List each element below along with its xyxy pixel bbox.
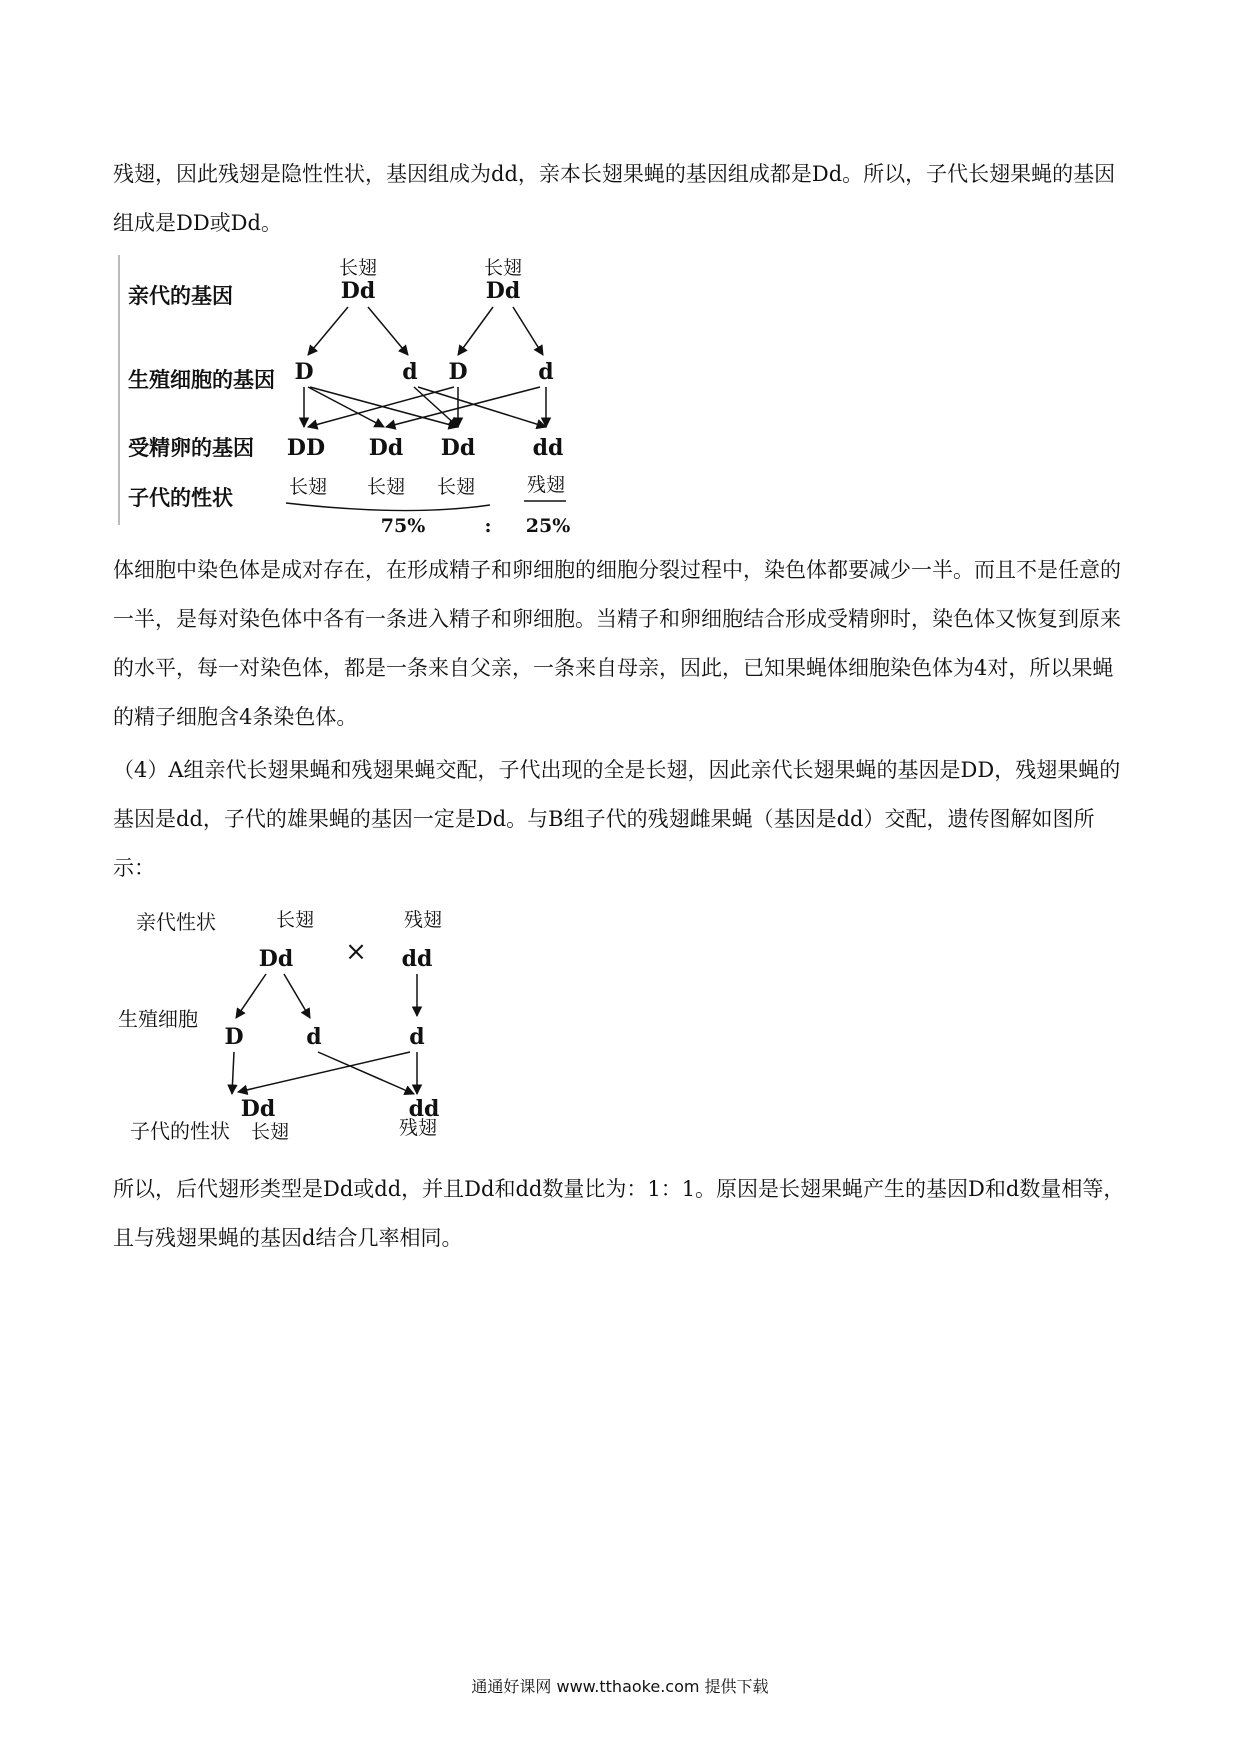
gamete-3: D bbox=[448, 359, 468, 385]
gamete-2: d bbox=[402, 359, 418, 385]
parent-2-genotype: Dd bbox=[485, 278, 521, 304]
zygote-3: Dd bbox=[440, 435, 476, 461]
zygote-4: dd bbox=[532, 435, 564, 461]
row-label-gamete-genes: 生殖细胞的基因 bbox=[128, 368, 275, 392]
ratio-long: 75% bbox=[380, 515, 426, 537]
row-label-parent-genes: 亲代的基因 bbox=[128, 284, 233, 308]
cross-symbol: × bbox=[345, 937, 367, 967]
zygote-2: Dd bbox=[368, 435, 404, 461]
offspring-2-trait: 残翅 bbox=[398, 1117, 438, 1139]
zygote-1: DD bbox=[286, 435, 326, 461]
gamete-4: d bbox=[538, 359, 554, 385]
parent-1-genotype: Dd bbox=[258, 946, 294, 972]
cross-diagram-1 bbox=[118, 255, 638, 545]
parent-1-trait: 长翅 bbox=[338, 257, 378, 279]
row-label-offspring-traits: 子代的性状 bbox=[128, 486, 233, 510]
paragraph-4: 所以，后代翅形类型是Dd或dd，并且Dd和dd数量比为：1：1。原因是长翅果蝇产生的基因D和d数量相等，且与残翅果蝇的基因d结合几率相同。 bbox=[113, 1177, 1125, 1250]
offspring-2-genotype: dd bbox=[408, 1096, 440, 1122]
gamete-1: D bbox=[224, 1024, 244, 1050]
offspring-trait-4: 残翅 bbox=[526, 474, 566, 496]
gamete-3: d bbox=[409, 1024, 425, 1050]
parent-2-trait: 长翅 bbox=[483, 257, 523, 279]
paragraph-3: （4）A组亲代长翅果蝇和残翅果蝇交配，子代出现的全是长翅，因此亲代长翅果蝇的基因是DD，残翅果蝇的基因是dd，子代的雄果蝇的基因一定是Dd。与B组子代的残翅雌果蝇（基因是dd）交配，遗传图解如图所示： bbox=[113, 758, 1121, 880]
cross-diagram-2 bbox=[118, 900, 478, 1150]
row-label-gametes: 生殖细胞 bbox=[118, 1007, 198, 1031]
paragraph-1: 残翅，因此残翅是隐性性状，基因组成为dd，亲本长翅果蝇的基因组成都是Dd。所以，子代长翅果蝇的基因组成是DD或Dd。 bbox=[113, 162, 1116, 235]
parent-1-genotype: Dd bbox=[340, 278, 376, 304]
gamete-2: d bbox=[306, 1024, 322, 1050]
ratio-colon: : bbox=[484, 515, 492, 537]
paragraph-2: 体细胞中染色体是成对存在，在形成精子和卵细胞的细胞分裂过程中，染色体都要减少一半。而且不是任意的一半，是每对染色体中各有一条进入精子和卵细胞。当精子和卵细胞结合形成受精卵时，染色体又恢复到原来的水平，每一对染色体，都是一条来自父亲，一条来自母亲，因此，已知果蝇体细胞染色体为4对，所以果蝇的精子细胞含4条染色体。 bbox=[113, 558, 1121, 729]
parent-2-genotype: dd bbox=[401, 946, 433, 972]
offspring-1-genotype: Dd bbox=[240, 1096, 276, 1122]
ratio-short: 25% bbox=[525, 515, 571, 537]
row-label-zygote-genes: 受精卵的基因 bbox=[128, 436, 254, 460]
parent-2-trait: 残翅 bbox=[403, 909, 443, 931]
row-label-offspring: 子代的性状 bbox=[130, 1119, 230, 1143]
offspring-1-trait: 长翅 bbox=[250, 1121, 290, 1143]
offspring-trait-2: 长翅 bbox=[366, 476, 406, 498]
offspring-trait-1: 长翅 bbox=[288, 476, 328, 498]
gamete-1: D bbox=[294, 359, 314, 385]
parent-1-trait: 长翅 bbox=[275, 909, 315, 931]
offspring-trait-3: 长翅 bbox=[436, 476, 476, 498]
row-label-parent-traits: 亲代性状 bbox=[136, 910, 216, 934]
page-footer: 通通好课网 www.tthaoke.com 提供下载 bbox=[471, 1677, 769, 1696]
